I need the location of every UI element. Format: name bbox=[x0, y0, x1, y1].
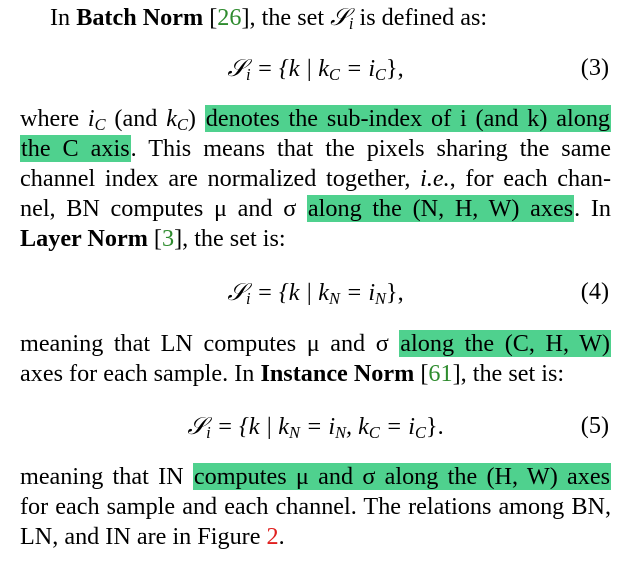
text-line bbox=[20, 329, 611, 359]
math: = {k | k bbox=[250, 279, 329, 306]
math: = {k | k bbox=[210, 413, 289, 440]
citation-link[interactable]: 61 bbox=[428, 360, 453, 387]
text: ], the set is: bbox=[452, 360, 565, 387]
equation-number: (4) bbox=[580, 278, 609, 305]
equation-number: (5) bbox=[580, 412, 609, 439]
text: [ bbox=[414, 360, 429, 387]
math: }. bbox=[425, 413, 444, 440]
highlight: computes μ and σ along the (H, W) axes bbox=[193, 463, 610, 490]
subscript: C bbox=[415, 423, 426, 443]
highlight: denotes the sub-index of i (and k) along bbox=[205, 105, 611, 132]
citation-link[interactable]: 3 bbox=[161, 225, 175, 252]
paragraph-layer-norm bbox=[20, 329, 611, 389]
citation-link[interactable]: 26 bbox=[217, 4, 242, 31]
text: for each sample and each channel. The relations among BN, bbox=[20, 493, 611, 520]
text: . bbox=[278, 523, 285, 550]
text: . This means that the pixels sharing the same bbox=[130, 135, 611, 162]
subscript: i bbox=[246, 65, 251, 85]
text: [ bbox=[147, 225, 162, 252]
subscript: N bbox=[328, 289, 340, 309]
text: ], the set bbox=[241, 4, 331, 31]
math: = i bbox=[299, 413, 336, 440]
text: ) bbox=[187, 105, 205, 132]
term-batch-norm: Batch Norm bbox=[76, 4, 204, 31]
text: , for each chan- bbox=[449, 165, 612, 192]
subscript: i bbox=[348, 14, 354, 34]
subscript: N bbox=[288, 423, 300, 443]
set-symbol: 𝒮 bbox=[227, 54, 247, 82]
text-line bbox=[20, 194, 611, 224]
term-layer-norm: Layer Norm bbox=[20, 225, 148, 252]
math: = i bbox=[379, 413, 415, 440]
equation-body bbox=[20, 410, 611, 443]
text-line bbox=[20, 492, 611, 522]
text: meaning that LN computes μ and σ bbox=[20, 330, 400, 357]
subscript: i bbox=[246, 289, 251, 309]
paragraph-batch-norm bbox=[20, 2, 611, 33]
subscript: N bbox=[375, 289, 387, 309]
math: i bbox=[87, 105, 95, 132]
equation-body bbox=[20, 52, 611, 85]
text: axes for each sample. In bbox=[20, 360, 261, 387]
figure-ref-link[interactable]: 2 bbox=[266, 523, 279, 550]
paragraph-explanation bbox=[20, 104, 611, 254]
set-symbol: 𝒮 bbox=[330, 3, 349, 31]
highlight: along the (N, H, W) axes bbox=[307, 195, 574, 222]
text: channel index are normalized together, bbox=[20, 165, 421, 192]
text-line bbox=[20, 462, 611, 492]
math: = i bbox=[339, 279, 376, 306]
highlight: along the (C, H, W) bbox=[400, 330, 610, 357]
highlight: the C axis bbox=[21, 135, 130, 162]
text: . In bbox=[574, 195, 612, 222]
math: }, bbox=[386, 279, 404, 306]
text: LN, and IN are in Figure bbox=[20, 523, 267, 550]
text: nel, BN computes μ and σ bbox=[20, 195, 307, 222]
text: In bbox=[50, 4, 77, 31]
text: where bbox=[20, 105, 88, 132]
set-symbol: 𝒮 bbox=[187, 412, 207, 440]
equation-3 bbox=[20, 52, 611, 84]
text-line bbox=[20, 522, 611, 552]
italic-text: i.e. bbox=[420, 165, 450, 192]
text-line bbox=[20, 134, 611, 164]
equation-5 bbox=[20, 410, 611, 442]
subscript: C bbox=[176, 115, 188, 135]
math: }, bbox=[386, 55, 404, 82]
equation-body bbox=[20, 276, 611, 309]
text-line bbox=[20, 104, 611, 134]
text-line bbox=[20, 164, 611, 194]
subscript: C bbox=[94, 115, 106, 135]
math: k bbox=[166, 105, 177, 132]
subscript: i bbox=[206, 423, 211, 443]
text-line bbox=[20, 359, 611, 389]
text: [ bbox=[203, 4, 218, 31]
equation-4 bbox=[20, 276, 611, 308]
text-line bbox=[20, 224, 611, 254]
paragraph-instance-norm bbox=[20, 462, 611, 552]
term-instance-norm: Instance Norm bbox=[260, 360, 415, 387]
math: = i bbox=[339, 55, 376, 82]
text: ], the set is: bbox=[174, 225, 286, 252]
subscript: N bbox=[335, 423, 347, 443]
subscript: C bbox=[328, 65, 340, 85]
equation-number: (3) bbox=[580, 54, 609, 81]
set-symbol: 𝒮 bbox=[227, 278, 247, 306]
subscript: C bbox=[368, 423, 380, 443]
text: meaning that IN bbox=[20, 463, 193, 490]
math: = {k | k bbox=[250, 55, 329, 82]
subscript: C bbox=[375, 65, 387, 85]
math: , k bbox=[346, 413, 369, 440]
text: (and bbox=[105, 105, 167, 132]
text: is defined as: bbox=[353, 4, 488, 31]
